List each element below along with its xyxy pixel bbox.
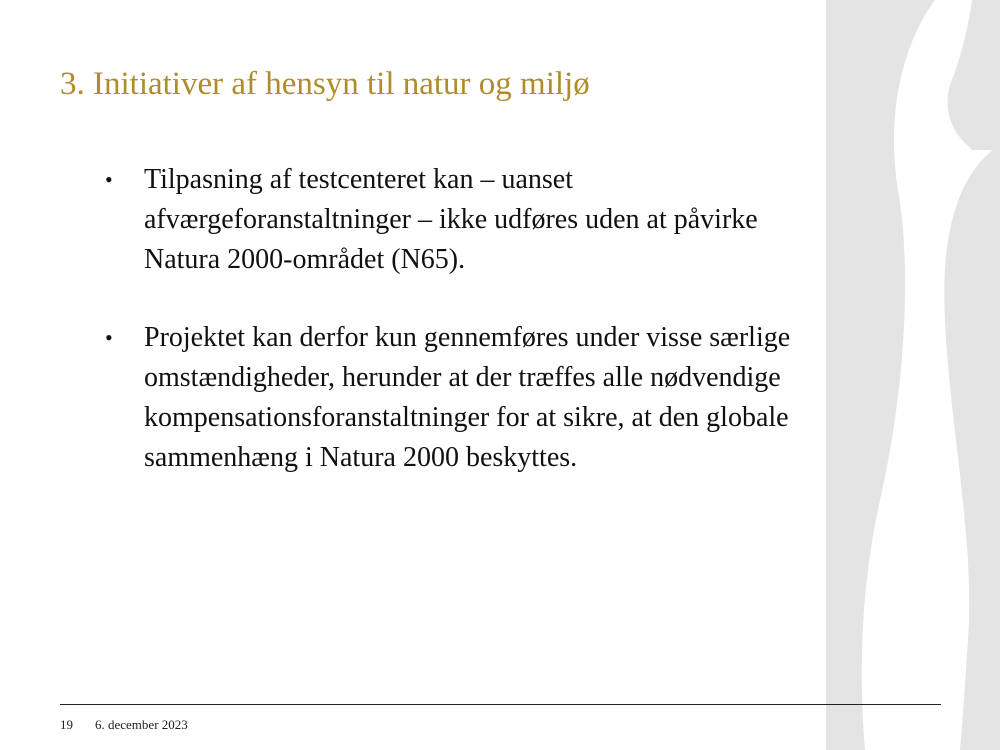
decorative-wave-right (944, 145, 1000, 750)
decorative-wave-left (826, 0, 935, 750)
footer-divider (60, 704, 941, 705)
bullet-item (105, 318, 795, 478)
bullet-text: Projektet kan derfor kun gennemføres under visse særlige omstændigheder, herunder at der træffes alle nødvendige kompensationsforanstaltninger for at sikre, at den globale sammenhæng i Natura 2000 beskyttes. (144, 322, 791, 473)
decorative-wave-middle (947, 0, 1000, 150)
bullet-marker: • (105, 325, 113, 350)
slide-title: 3. Initiativer af hensyn til natur og miljø (60, 66, 590, 102)
bullet-item (105, 160, 795, 280)
bullet-text: Tilpasning af testcenteret kan – uanset afværgeforanstaltninger – ikke udføres uden at påvirke Natura 2000-området (N65). (144, 164, 758, 275)
bullet-list (105, 160, 795, 516)
page-number: 19 (60, 717, 73, 732)
bullet-marker: • (105, 167, 113, 192)
footer-date: 6. december 2023 (95, 717, 188, 732)
